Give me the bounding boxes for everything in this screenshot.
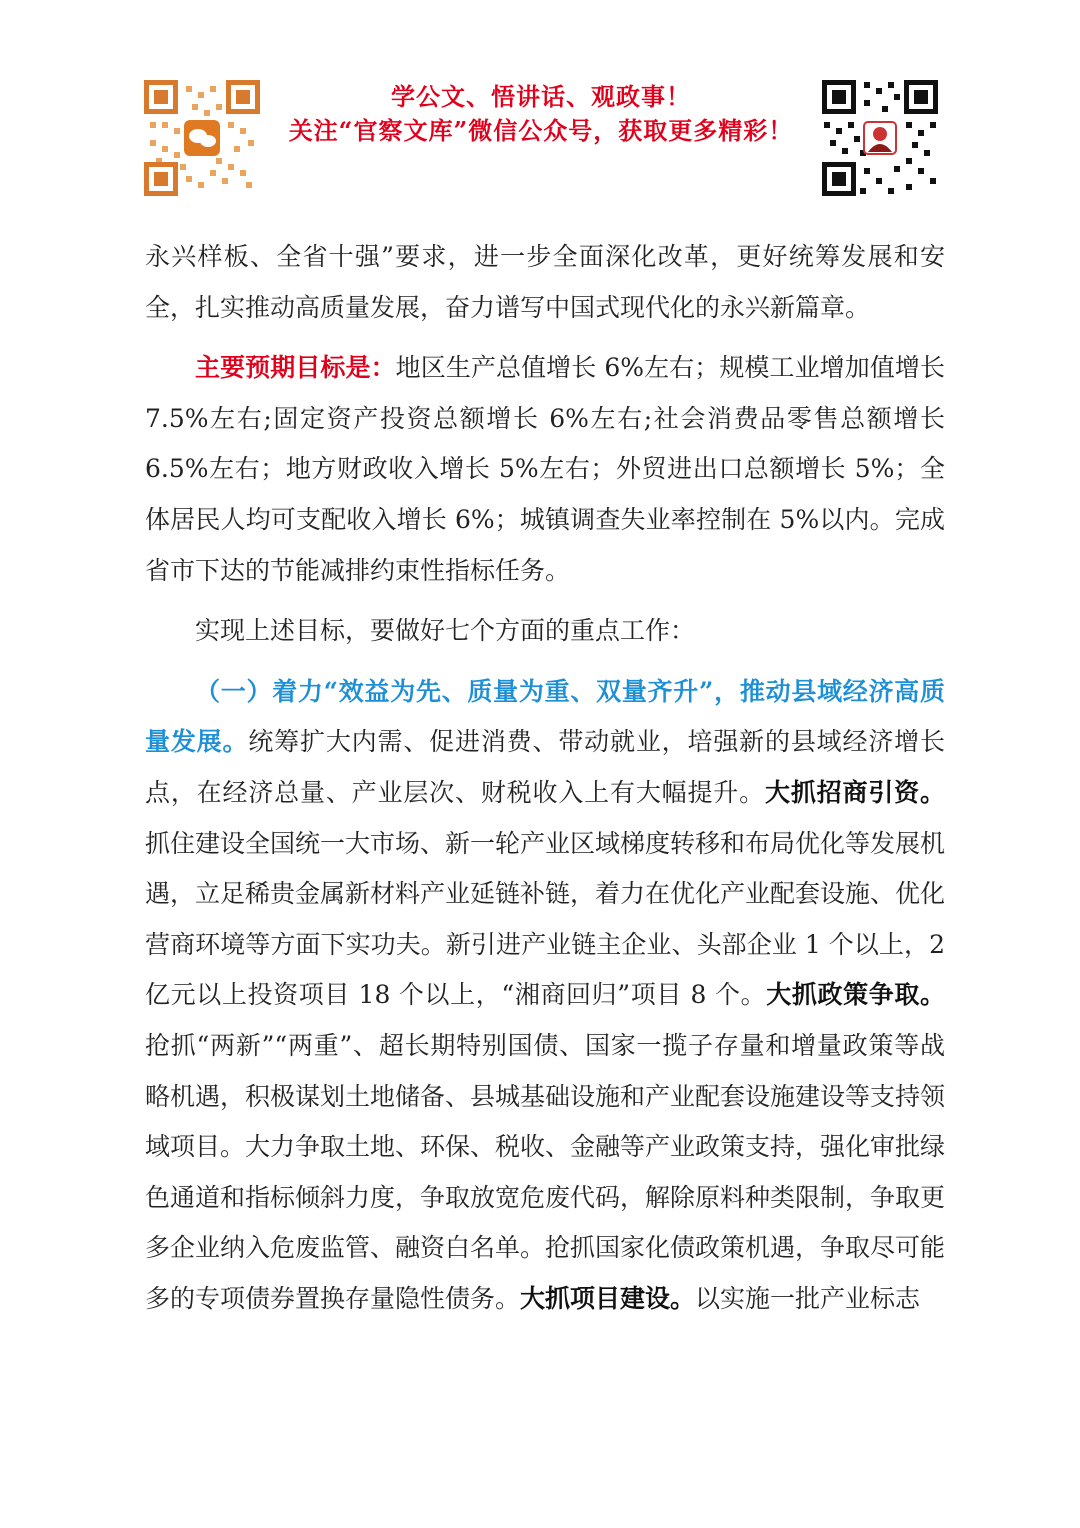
qr-code-icon[interactable] [820,78,940,198]
targets-heading: 主要预期目标是： [195,353,396,383]
section-1-text-1: 统筹扩大内需、促进消费、带动就业，培强新的县域经济增长点，在经济总量、产业层次、财税收入上有大幅提升。 [145,727,945,807]
targets-text: 地区生产总值增长 6%左右；规模工业增加值增长 7.5%左右;固定资产投资总额增长 6%左右;社会消费品零售总额增长 6.5%左右；地方财政收入增长 5%左右；外贸进出口总额增长 5%；全体居民人均可支配收入增长 6%；城镇调查失业率控制在 5%以内。完成省市下达的节能减排约束性指标任务。 [145,353,945,585]
section-1-bold-2: 大抓政策争取。 [766,980,945,1010]
paragraph-1: 永兴样板、全省十强”要求，进一步全面深化改革，更好统筹发展和安全，扎实推动高质量发展，奋力谱写中国式现代化的永兴新篇章。 [145,242,945,322]
wechat-qr-code-icon[interactable] [142,78,262,198]
section-1-bold-1: 大抓招商引资。 [764,777,945,807]
document-body [145,232,945,1324]
section-1-bold-3: 大抓项目建设。 [520,1283,696,1313]
paragraph-intro: 实现上述目标，要做好七个方面的重点工作： [195,616,696,646]
slogan [270,80,812,148]
section-1-heading: （一）着力“效益为先、质量为重、双量齐升”，推动县域经济高质量发展。 [145,676,945,757]
promo-banner [140,70,942,202]
paragraph-section-1 [145,667,945,1325]
paragraph-targets [145,343,945,596]
section-1-text-2: 抓住建设全国统一大市场、新一轮产业区域梯度转移和布局优化等发展机遇，立足稀贵金属新材料产业延链补链，着力在优化产业配套设施、优化营商环境等方面下实功夫。新引进产业链主企业、头部企业 1 个以上，2 亿元以上投资项目 18 个以上，“湘商回归”项目 8 个。 [145,828,946,1010]
section-1-text-3: 抢抓“两新”“两重”、超长期特别国债、国家一揽子存量和增量政策等战略机遇，积极谋划土地储备、县城基础设施和产业配套设施建设等支持领域项目。大力争取土地、环保、税收、金融等产业政策支持，强化审批绿色通道和指标倾斜力度，争取放宽危废代码，解除原料种类限制，争取更多企业纳入危废监管、融资白名单。抢抓国家化债政策机遇，争取尽可能多的专项债券置换存量隐性债务。 [145,1030,946,1313]
slogan-line-2: 关注“官察文库”微信公众号，获取更多精彩！ [288,116,794,145]
slogan-line-1: 学公文、悟讲话、观政事！ [391,82,691,111]
section-1-text-4: 以实施一批产业标志 [695,1283,921,1313]
